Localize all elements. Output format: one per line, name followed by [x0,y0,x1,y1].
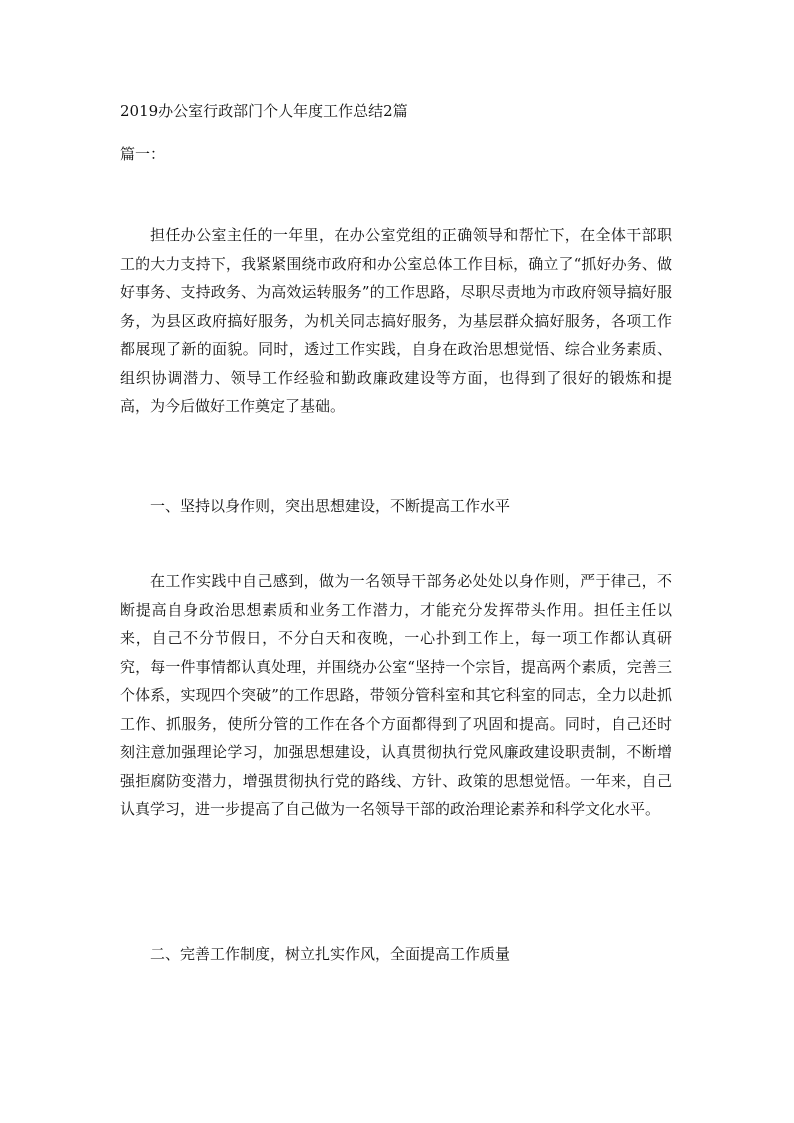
section-1-heading: 一、坚持以身作则，突出思想建设，不断提高工作水平 [150,497,511,515]
section-1-paragraph: 在工作实践中自己感到，做为一名领导干部务必处处以身作则，严于律己，不断提高自身政治思想素质和业务工作潜力，才能充分发挥带头作用。担任主任以来，自己不分节假日，不分白天和夜晚，一心扑到工作上，每一项工作都认真研究，每一件事情都认真处理，并围绕办公室“坚持一个宗旨，提高两个素质，完善三个体系，实现四个突破”的工作思路，带领分管科室和其它科室的同志，全力以赴抓工作、抓服务，使所分管的工作在各个方面都得到了巩固和提高。同时，自己还时刻注意加强理论学习，加强思想建设，认真贯彻执行党风廉政建设职责制，不断增强拒腐防变潜力，增强贯彻执行党的路线、方针、政策的思想觉悟。一年来，自己认真学习，进一步提高了自己做为一名领导干部的政治理论素养和科学文化水平。 [120,572,672,818]
part-label: 篇一： [120,145,166,163]
document-title: 2019办公室行政部门个人年度工作总结2篇 [120,102,408,120]
section-2-heading: 二、完善工作制度，树立扎实作风，全面提高工作质量 [150,945,511,963]
intro-paragraph: 担任办公室主任的一年里，在办公室党组的正确领导和帮忙下，在全体干部职工的大力支持下，我紧紧围绕市政府和办公室总体工作目标，确立了“抓好办务、做好事务、支持政务、为高效运转服务”的工作思路，尽职尽责地为市政府领导搞好服务，为县区政府搞好服务，为机关同志搞好服务，为基层群众搞好服务，各项工作都展现了新的面貌。同时，透过工作实践，自身在政治思想觉悟、综合业务素质、组织协调潜力、领导工作经验和勤政廉政建设等方面，也得到了很好的锻炼和提高，为今后做好工作奠定了基础。 [120,226,672,415]
